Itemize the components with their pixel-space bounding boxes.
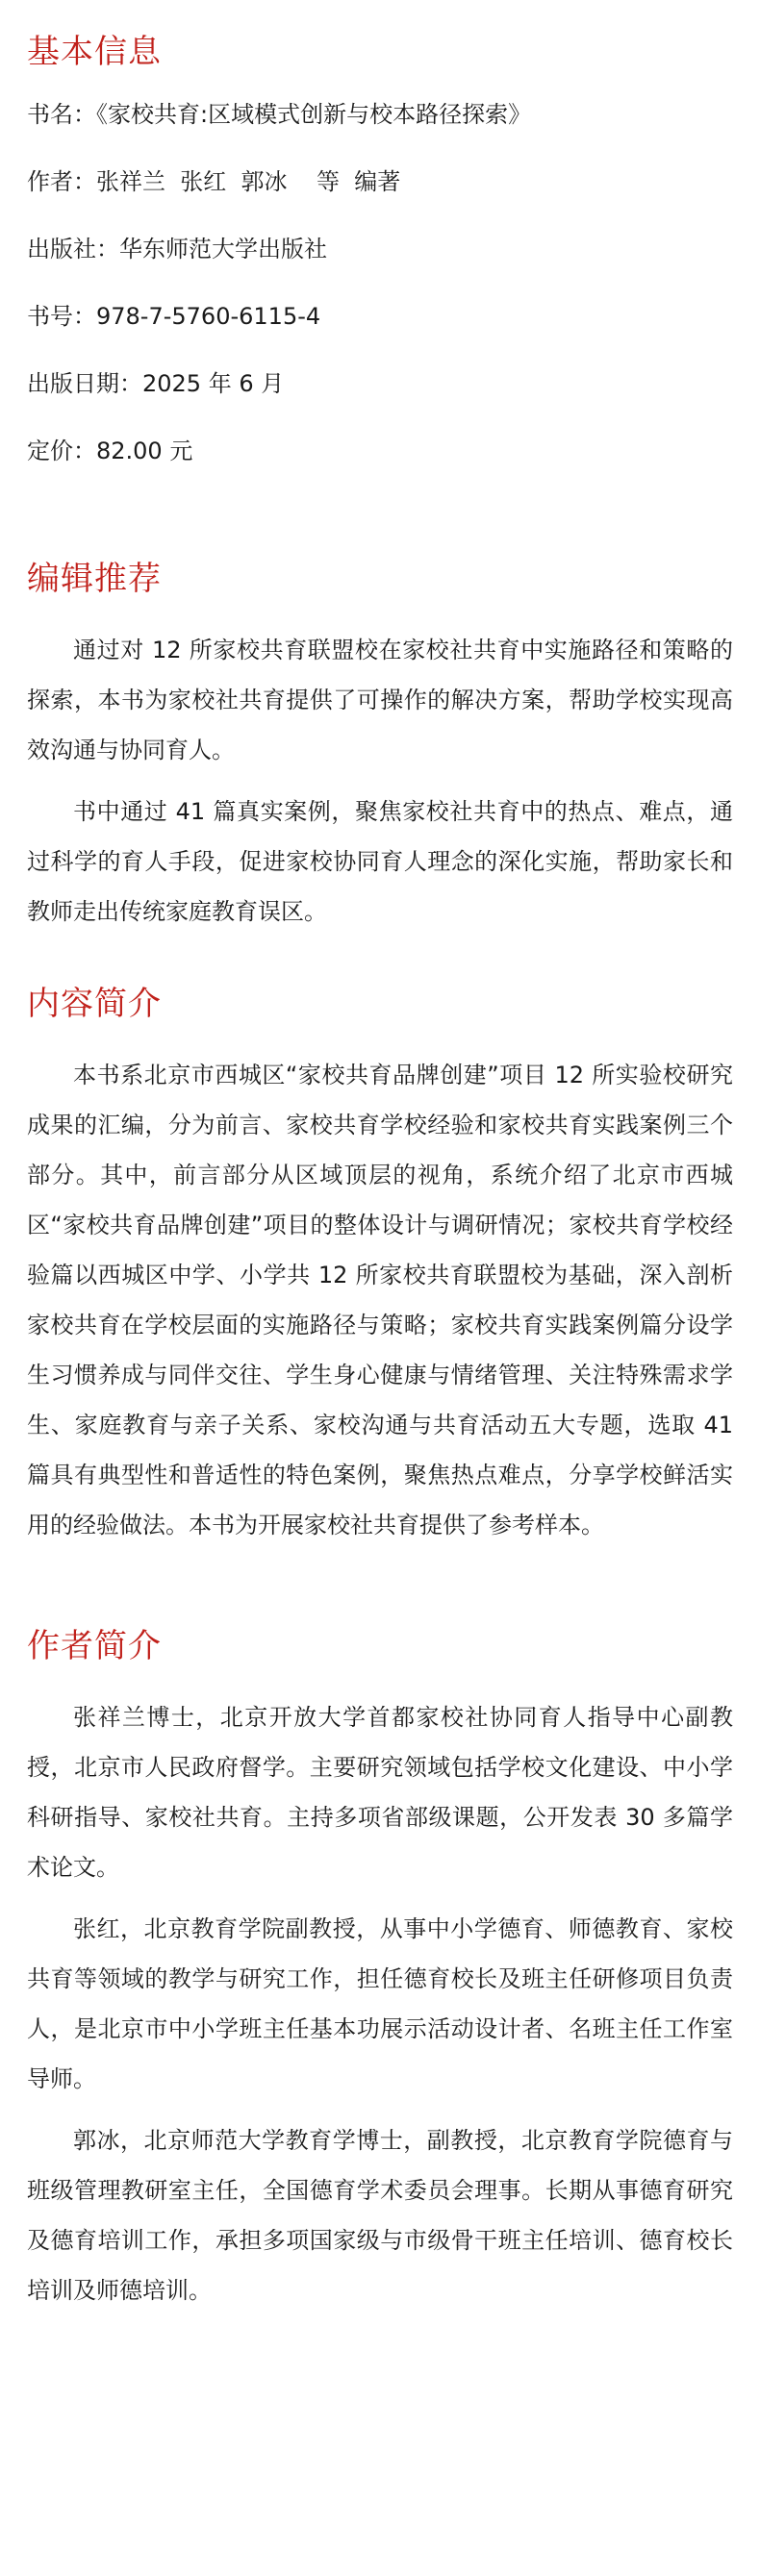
editor-recommendation-section (27, 558, 733, 937)
author-paragraph: 张祥兰博士，北京开放大学首都家校社协同育人指导中心副教授，北京市人民政府督学。主要研究领域包括学校文化建设、中小学科研指导、家校社共育。主持多项省部级课题，公开发表 30 多篇学术论文。 (27, 1704, 733, 1881)
publisher-line: 出版社：华东师范大学出版社 (27, 236, 327, 263)
author-paragraph: 郭冰，北京师范大学教育学博士，副教授，北京教育学院德育与班级管理教研室主任，全国德育学术委员会理事。长期从事德育研究及德育培训工作，承担多项国家级与市级骨干班主任培训、德育校长培训及师德培训。 (27, 2127, 733, 2304)
content-summary-heading: 内容简介 (27, 985, 162, 1023)
publish-date-line: 出版日期：2025 年 6 月 (27, 370, 285, 397)
summary-paragraph: 本书系北京市西城区“家校共育品牌创建”项目 12 所实验校研究成果的汇编，分为前言、家校共育学校经验和家校共育实践案例三个部分。其中，前言部分从区域顶层的视角，系统介绍了北京市西城区“家校共育品牌创建”项目的整体设计与调研情况；家校共育学校经验篇以西城区中学、小学共 12 所家校共育联盟校为基础，深入剖析家校共育在学校层面的实施路径与策略；家校共育实践案例篇分设学生习惯养成与同伴交往、学生身心健康与情绪管理、关注特殊需求学生、家庭教育与亲子关系、家校沟通与共育活动五大专题，选取 41 篇具有典型性和普适性的特色案例，聚焦热点难点，分享学校鲜活实用的经验做法。本书为开展家校社共育提供了参考样本。 (27, 1062, 733, 1538)
authors-line: 作者：张祥兰 张红 郭冰 等 编著 (27, 168, 401, 195)
basic-info-section (27, 31, 733, 467)
content-summary-section (27, 983, 733, 1550)
editor-recommendation-heading: 编辑推荐 (27, 560, 162, 598)
book-name-line: 书名：《家校共育:区域模式创新与校本路径探索》 (27, 101, 532, 128)
author-intro-heading: 作者简介 (27, 1627, 162, 1665)
isbn-line: 书号：978-7-5760-6115-4 (27, 303, 321, 330)
author-paragraph: 张红，北京教育学院副教授，从事中小学德育、师德教育、家校共育等领域的教学与研究工作，担任德育校长及班主任研修项目负责人，是北京市中小学班主任基本功展示活动设计者、名班主任工作室导师。 (27, 1915, 733, 2092)
author-intro-section (27, 1625, 733, 2315)
editor-paragraph: 书中通过 41 篇真实案例，聚焦家校社共育中的热点、难点，通过科学的育人手段，促进家校协同育人理念的深化实施，帮助家长和教师走出传统家庭教育误区。 (27, 798, 733, 925)
price-line: 定价：82.00 元 (27, 438, 193, 464)
editor-paragraph: 通过对 12 所家校共育联盟校在家校社共育中实施路径和策略的探索，本书为家校社共育提供了可操作的解决方案，帮助学校实现高效沟通与协同育人。 (27, 637, 733, 763)
basic-info-heading: 基本信息 (27, 33, 162, 71)
